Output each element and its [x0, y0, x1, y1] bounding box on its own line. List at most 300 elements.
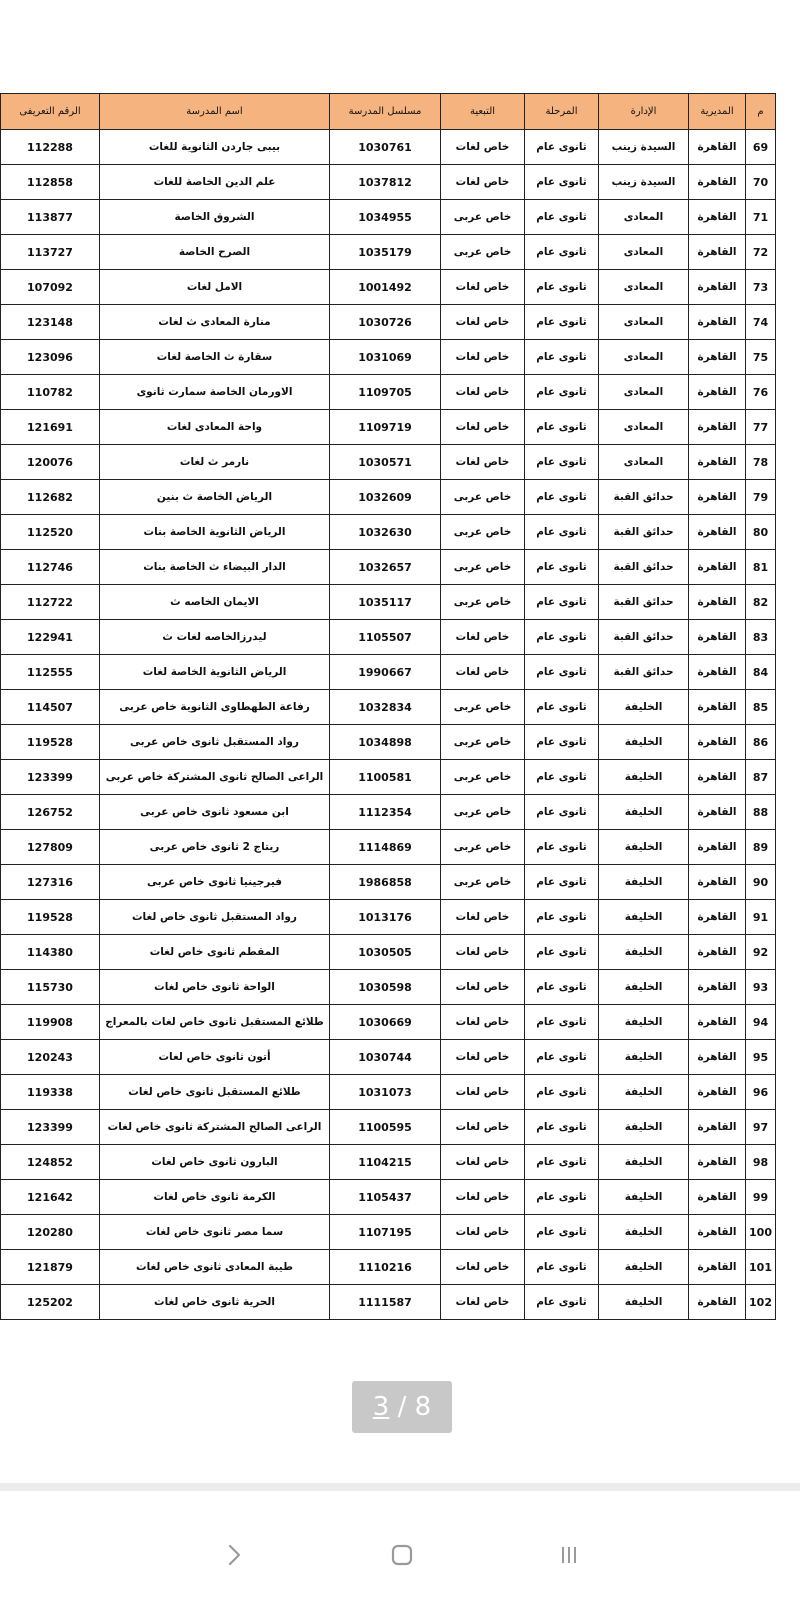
- table-row: [1, 1040, 776, 1075]
- page-indicator[interactable]: [352, 1381, 452, 1433]
- cell-directorate: القاهرة: [689, 1250, 746, 1285]
- cell-affiliation: خاص لغات: [441, 620, 525, 655]
- cell-school-name: واحة المعادى لغات: [100, 410, 330, 445]
- cell-affiliation: خاص لغات: [441, 445, 525, 480]
- cell-stage: ثانوى عام: [525, 655, 599, 690]
- cell-id: 112682: [1, 480, 100, 515]
- cell-administration: المعادى: [599, 200, 689, 235]
- cell-m: 79: [746, 480, 776, 515]
- cell-id: 127316: [1, 865, 100, 900]
- cell-directorate: القاهرة: [689, 935, 746, 970]
- cell-administration: المعادى: [599, 270, 689, 305]
- page-total: 8: [414, 1392, 432, 1422]
- cell-id: 120280: [1, 1215, 100, 1250]
- cell-affiliation: خاص لغات: [441, 130, 525, 165]
- cell-directorate: القاهرة: [689, 1040, 746, 1075]
- cell-directorate: القاهرة: [689, 480, 746, 515]
- cell-affiliation: خاص لغات: [441, 1215, 525, 1250]
- cell-school-name: نارمر ث لغات: [100, 445, 330, 480]
- cell-school-name: الكرمة ثانوى خاص لغات: [100, 1180, 330, 1215]
- cell-administration: حدائق القبة: [599, 585, 689, 620]
- cell-m: 100: [746, 1215, 776, 1250]
- cell-serial: 1034898: [330, 725, 441, 760]
- cell-affiliation: خاص عربى: [441, 515, 525, 550]
- cell-stage: ثانوى عام: [525, 1040, 599, 1075]
- table-body: [1, 130, 776, 1320]
- cell-affiliation: خاص عربى: [441, 550, 525, 585]
- cell-m: 77: [746, 410, 776, 445]
- cell-serial: 1030571: [330, 445, 441, 480]
- cell-m: 70: [746, 165, 776, 200]
- cell-administration: المعادى: [599, 410, 689, 445]
- cell-administration: المعادى: [599, 375, 689, 410]
- cell-school-name: سما مصر ثانوى خاص لغات: [100, 1215, 330, 1250]
- cell-stage: ثانوى عام: [525, 375, 599, 410]
- cell-administration: الخليفة: [599, 1285, 689, 1320]
- cell-stage: ثانوى عام: [525, 1110, 599, 1145]
- cell-directorate: القاهرة: [689, 655, 746, 690]
- cell-directorate: القاهرة: [689, 725, 746, 760]
- table-row: [1, 1075, 776, 1110]
- cell-school-name: أتون ثانوى خاص لغات: [100, 1040, 330, 1075]
- cell-school-name: الرياض الخاصة ث بنين: [100, 480, 330, 515]
- cell-directorate: القاهرة: [689, 515, 746, 550]
- cell-serial: 1105507: [330, 620, 441, 655]
- cell-serial: 1030505: [330, 935, 441, 970]
- cell-id: 119528: [1, 900, 100, 935]
- system-nav-bar: [0, 1535, 800, 1575]
- table-row: [1, 795, 776, 830]
- cell-stage: ثانوى عام: [525, 410, 599, 445]
- cell-id: 113727: [1, 235, 100, 270]
- cell-school-name: الواحة ثانوى خاص لغات: [100, 970, 330, 1005]
- chevron-right-icon: [224, 1542, 244, 1568]
- cell-administration: الخليفة: [599, 1005, 689, 1040]
- cell-serial: 1037812: [330, 165, 441, 200]
- cell-id: 120243: [1, 1040, 100, 1075]
- cell-m: 89: [746, 830, 776, 865]
- cell-m: 97: [746, 1110, 776, 1145]
- cell-school-name: الشروق الخاصة: [100, 200, 330, 235]
- cell-serial: 1100595: [330, 1110, 441, 1145]
- cell-administration: الخليفة: [599, 725, 689, 760]
- cell-directorate: القاهرة: [689, 830, 746, 865]
- cell-school-name: الدار البيضاء ث الخاصة بنات: [100, 550, 330, 585]
- cell-id: 125202: [1, 1285, 100, 1320]
- nav-recent-button[interactable]: [549, 1535, 589, 1575]
- table-row: [1, 1285, 776, 1320]
- table-row: [1, 410, 776, 445]
- cell-stage: ثانوى عام: [525, 515, 599, 550]
- cell-id: 119908: [1, 1005, 100, 1040]
- cell-m: 78: [746, 445, 776, 480]
- cell-serial: 1032834: [330, 690, 441, 725]
- cell-stage: ثانوى عام: [525, 550, 599, 585]
- table-row: [1, 655, 776, 690]
- cell-m: 99: [746, 1180, 776, 1215]
- cell-directorate: القاهرة: [689, 1145, 746, 1180]
- cell-affiliation: خاص لغات: [441, 935, 525, 970]
- cell-affiliation: خاص لغات: [441, 410, 525, 445]
- cell-affiliation: خاص عربى: [441, 235, 525, 270]
- header-id: الرقم التعريفى: [1, 94, 100, 130]
- cell-stage: ثانوى عام: [525, 1005, 599, 1040]
- cell-administration: المعادى: [599, 235, 689, 270]
- cell-stage: ثانوى عام: [525, 130, 599, 165]
- cell-directorate: القاهرة: [689, 235, 746, 270]
- cell-directorate: القاهرة: [689, 1285, 746, 1320]
- cell-stage: ثانوى عام: [525, 270, 599, 305]
- cell-stage: ثانوى عام: [525, 340, 599, 375]
- cell-id: 121691: [1, 410, 100, 445]
- table-row: [1, 270, 776, 305]
- cell-administration: حدائق القبة: [599, 480, 689, 515]
- cell-id: 114507: [1, 690, 100, 725]
- cell-affiliation: خاص لغات: [441, 270, 525, 305]
- header-stage: المرحلة: [525, 94, 599, 130]
- table-row: [1, 515, 776, 550]
- page-separator: /: [389, 1392, 415, 1422]
- cell-id: 112520: [1, 515, 100, 550]
- cell-serial: 1114869: [330, 830, 441, 865]
- cell-stage: ثانوى عام: [525, 445, 599, 480]
- cell-school-name: الرياض الثانوية الخاصة بنات: [100, 515, 330, 550]
- cell-id: 110782: [1, 375, 100, 410]
- cell-stage: ثانوى عام: [525, 1285, 599, 1320]
- cell-administration: الخليفة: [599, 1250, 689, 1285]
- cell-affiliation: خاص عربى: [441, 865, 525, 900]
- cell-school-name: الراعى الصالح ثانوى المشتركة خاص عربى: [100, 760, 330, 795]
- cell-serial: 1031073: [330, 1075, 441, 1110]
- cell-school-name: الاورمان الخاصة سمارت ثانوى: [100, 375, 330, 410]
- cell-administration: المعادى: [599, 445, 689, 480]
- cell-id: 123399: [1, 1110, 100, 1145]
- header-m: م: [746, 94, 776, 130]
- cell-m: 96: [746, 1075, 776, 1110]
- cell-administration: الخليفة: [599, 1040, 689, 1075]
- cell-stage: ثانوى عام: [525, 165, 599, 200]
- cell-m: 98: [746, 1145, 776, 1180]
- cell-stage: ثانوى عام: [525, 585, 599, 620]
- table-row: [1, 1215, 776, 1250]
- table-row: [1, 235, 776, 270]
- cell-serial: 1035179: [330, 235, 441, 270]
- cell-school-name: الايمان الخاصه ث: [100, 585, 330, 620]
- table-row: [1, 340, 776, 375]
- cell-directorate: القاهرة: [689, 970, 746, 1005]
- cell-affiliation: خاص عربى: [441, 795, 525, 830]
- cell-affiliation: خاص عربى: [441, 200, 525, 235]
- cell-directorate: القاهرة: [689, 445, 746, 480]
- cell-id: 115730: [1, 970, 100, 1005]
- cell-m: 87: [746, 760, 776, 795]
- table-row: [1, 550, 776, 585]
- cell-school-name: الصرح الخاصة: [100, 235, 330, 270]
- table-row: [1, 760, 776, 795]
- cell-school-name: البارون ثانوى خاص لغات: [100, 1145, 330, 1180]
- table-row: [1, 1110, 776, 1145]
- three-bars-icon: [556, 1542, 582, 1568]
- cell-school-name: سقارة ث الخاصة لغات: [100, 340, 330, 375]
- cell-stage: ثانوى عام: [525, 1145, 599, 1180]
- cell-affiliation: خاص عربى: [441, 725, 525, 760]
- table-row: [1, 900, 776, 935]
- cell-stage: ثانوى عام: [525, 900, 599, 935]
- cell-administration: السيدة زينب: [599, 165, 689, 200]
- header-administration: الإدارة: [599, 94, 689, 130]
- cell-stage: ثانوى عام: [525, 795, 599, 830]
- cell-administration: الخليفة: [599, 830, 689, 865]
- table-row: [1, 620, 776, 655]
- cell-serial: 1035117: [330, 585, 441, 620]
- cell-m: 72: [746, 235, 776, 270]
- table-row: [1, 1180, 776, 1215]
- cell-id: 121642: [1, 1180, 100, 1215]
- cell-administration: الخليفة: [599, 865, 689, 900]
- cell-serial: 1030726: [330, 305, 441, 340]
- cell-affiliation: خاص عربى: [441, 830, 525, 865]
- cell-serial: 1030761: [330, 130, 441, 165]
- table-row: [1, 130, 776, 165]
- cell-id: 112288: [1, 130, 100, 165]
- cell-administration: الخليفة: [599, 1145, 689, 1180]
- schools-table: [0, 93, 776, 1320]
- cell-id: 123399: [1, 760, 100, 795]
- table-row: [1, 445, 776, 480]
- cell-school-name: فيرجينيا ثانوى خاص عربى: [100, 865, 330, 900]
- header-school-name: اسم المدرسة: [100, 94, 330, 130]
- cell-affiliation: خاص لغات: [441, 305, 525, 340]
- cell-id: 120076: [1, 445, 100, 480]
- cell-directorate: القاهرة: [689, 795, 746, 830]
- nav-back-button[interactable]: [214, 1535, 254, 1575]
- cell-id: 127809: [1, 830, 100, 865]
- cell-administration: الخليفة: [599, 970, 689, 1005]
- table-row: [1, 200, 776, 235]
- cell-directorate: القاهرة: [689, 305, 746, 340]
- schools-table-container[interactable]: [0, 93, 775, 1320]
- cell-school-name: ريتاج 2 ثانوى خاص عربى: [100, 830, 330, 865]
- cell-serial: 1112354: [330, 795, 441, 830]
- cell-affiliation: خاص لغات: [441, 1250, 525, 1285]
- cell-m: 76: [746, 375, 776, 410]
- cell-id: 107092: [1, 270, 100, 305]
- cell-serial: 1109705: [330, 375, 441, 410]
- cell-directorate: القاهرة: [689, 1215, 746, 1250]
- cell-school-name: ابن مسعود ثانوى خاص عربى: [100, 795, 330, 830]
- cell-stage: ثانوى عام: [525, 1215, 599, 1250]
- table-header: [1, 94, 776, 130]
- cell-directorate: القاهرة: [689, 200, 746, 235]
- cell-serial: 1100581: [330, 760, 441, 795]
- cell-m: 91: [746, 900, 776, 935]
- cell-administration: المعادى: [599, 305, 689, 340]
- cell-m: 84: [746, 655, 776, 690]
- cell-school-name: بيبى جاردن الثانوية للغات: [100, 130, 330, 165]
- cell-serial: 1013176: [330, 900, 441, 935]
- cell-school-name: رفاعة الطهطاوى الثانوية خاص عربى: [100, 690, 330, 725]
- header-row: [1, 94, 776, 130]
- cell-school-name: رواد المستقبل ثانوى خاص لغات: [100, 900, 330, 935]
- cell-administration: حدائق القبة: [599, 515, 689, 550]
- cell-id: 119528: [1, 725, 100, 760]
- table-row: [1, 830, 776, 865]
- header-affiliation: التبعية: [441, 94, 525, 130]
- cell-stage: ثانوى عام: [525, 480, 599, 515]
- cell-m: 93: [746, 970, 776, 1005]
- nav-home-button[interactable]: [382, 1535, 422, 1575]
- cell-school-name: الامل لغات: [100, 270, 330, 305]
- cell-directorate: القاهرة: [689, 550, 746, 585]
- table-row: [1, 935, 776, 970]
- cell-stage: ثانوى عام: [525, 760, 599, 795]
- cell-serial: 1030669: [330, 1005, 441, 1040]
- cell-serial: 1105437: [330, 1180, 441, 1215]
- cell-directorate: القاهرة: [689, 1180, 746, 1215]
- cell-affiliation: خاص لغات: [441, 1145, 525, 1180]
- cell-directorate: القاهرة: [689, 900, 746, 935]
- cell-administration: حدائق القبة: [599, 550, 689, 585]
- table-row: [1, 375, 776, 410]
- table-row: [1, 305, 776, 340]
- cell-m: 95: [746, 1040, 776, 1075]
- cell-administration: الخليفة: [599, 795, 689, 830]
- cell-serial: 1110216: [330, 1250, 441, 1285]
- cell-id: 123096: [1, 340, 100, 375]
- cell-affiliation: خاص لغات: [441, 1285, 525, 1320]
- cell-directorate: القاهرة: [689, 165, 746, 200]
- cell-m: 94: [746, 1005, 776, 1040]
- cell-directorate: القاهرة: [689, 620, 746, 655]
- cell-id: 119338: [1, 1075, 100, 1110]
- bottom-divider: [0, 1483, 800, 1491]
- cell-m: 81: [746, 550, 776, 585]
- cell-directorate: القاهرة: [689, 270, 746, 305]
- cell-id: 126752: [1, 795, 100, 830]
- cell-serial: 1031069: [330, 340, 441, 375]
- cell-affiliation: خاص لغات: [441, 970, 525, 1005]
- cell-administration: الخليفة: [599, 1075, 689, 1110]
- cell-m: 101: [746, 1250, 776, 1285]
- cell-serial: 1986858: [330, 865, 441, 900]
- cell-serial: 1030598: [330, 970, 441, 1005]
- cell-serial: 1990667: [330, 655, 441, 690]
- table-row: [1, 165, 776, 200]
- cell-stage: ثانوى عام: [525, 1250, 599, 1285]
- cell-affiliation: خاص عربى: [441, 480, 525, 515]
- cell-directorate: القاهرة: [689, 1110, 746, 1145]
- cell-serial: 1034955: [330, 200, 441, 235]
- cell-directorate: القاهرة: [689, 340, 746, 375]
- cell-affiliation: خاص لغات: [441, 375, 525, 410]
- cell-directorate: القاهرة: [689, 375, 746, 410]
- cell-m: 102: [746, 1285, 776, 1320]
- cell-stage: ثانوى عام: [525, 690, 599, 725]
- table-row: [1, 865, 776, 900]
- cell-stage: ثانوى عام: [525, 865, 599, 900]
- cell-serial: 1030744: [330, 1040, 441, 1075]
- cell-serial: 1104215: [330, 1145, 441, 1180]
- cell-id: 113877: [1, 200, 100, 235]
- cell-id: 123148: [1, 305, 100, 340]
- cell-school-name: الحرية ثانوى خاص لغات: [100, 1285, 330, 1320]
- cell-m: 88: [746, 795, 776, 830]
- cell-stage: ثانوى عام: [525, 935, 599, 970]
- table-row: [1, 690, 776, 725]
- cell-serial: 1111587: [330, 1285, 441, 1320]
- cell-serial: 1109719: [330, 410, 441, 445]
- cell-stage: ثانوى عام: [525, 1180, 599, 1215]
- cell-id: 112858: [1, 165, 100, 200]
- cell-directorate: القاهرة: [689, 760, 746, 795]
- cell-directorate: القاهرة: [689, 130, 746, 165]
- cell-serial: 1001492: [330, 270, 441, 305]
- cell-serial: 1032630: [330, 515, 441, 550]
- cell-school-name: طلائع المستقبل ثانوى خاص لغات بالمعراج: [100, 1005, 330, 1040]
- cell-school-name: منارة المعادى ث لغات: [100, 305, 330, 340]
- cell-directorate: القاهرة: [689, 1075, 746, 1110]
- cell-directorate: القاهرة: [689, 865, 746, 900]
- cell-id: 112722: [1, 585, 100, 620]
- cell-directorate: القاهرة: [689, 1005, 746, 1040]
- cell-m: 92: [746, 935, 776, 970]
- header-directorate: المديرية: [689, 94, 746, 130]
- cell-serial: 1032657: [330, 550, 441, 585]
- table-row: [1, 585, 776, 620]
- cell-id: 122941: [1, 620, 100, 655]
- cell-m: 82: [746, 585, 776, 620]
- cell-m: 83: [746, 620, 776, 655]
- cell-affiliation: خاص لغات: [441, 1075, 525, 1110]
- cell-directorate: القاهرة: [689, 410, 746, 445]
- cell-administration: الخليفة: [599, 690, 689, 725]
- cell-affiliation: خاص لغات: [441, 655, 525, 690]
- cell-administration: الخليفة: [599, 1110, 689, 1145]
- cell-stage: ثانوى عام: [525, 830, 599, 865]
- cell-m: 85: [746, 690, 776, 725]
- cell-m: 73: [746, 270, 776, 305]
- cell-administration: الخليفة: [599, 760, 689, 795]
- cell-m: 75: [746, 340, 776, 375]
- table-row: [1, 1250, 776, 1285]
- cell-school-name: الراعى الصالح المشتركة ثانوى خاص لغات: [100, 1110, 330, 1145]
- cell-id: 112746: [1, 550, 100, 585]
- cell-serial: 1032609: [330, 480, 441, 515]
- table-row: [1, 970, 776, 1005]
- cell-school-name: المقطم ثانوى خاص لغات: [100, 935, 330, 970]
- cell-affiliation: خاص عربى: [441, 585, 525, 620]
- cell-m: 90: [746, 865, 776, 900]
- cell-m: 80: [746, 515, 776, 550]
- table-row: [1, 1005, 776, 1040]
- rounded-square-icon: [389, 1542, 415, 1568]
- cell-affiliation: خاص لغات: [441, 1180, 525, 1215]
- cell-stage: ثانوى عام: [525, 305, 599, 340]
- cell-administration: الخليفة: [599, 1215, 689, 1250]
- cell-affiliation: خاص لغات: [441, 1040, 525, 1075]
- cell-directorate: القاهرة: [689, 585, 746, 620]
- cell-affiliation: خاص لغات: [441, 165, 525, 200]
- cell-administration: المعادى: [599, 340, 689, 375]
- cell-school-name: طلائع المستقبل ثانوى خاص لغات: [100, 1075, 330, 1110]
- cell-administration: الخليفة: [599, 1180, 689, 1215]
- cell-m: 69: [746, 130, 776, 165]
- cell-administration: الخليفة: [599, 900, 689, 935]
- cell-school-name: الرياض الثانوية الخاصة لغات: [100, 655, 330, 690]
- cell-stage: ثانوى عام: [525, 1075, 599, 1110]
- cell-stage: ثانوى عام: [525, 970, 599, 1005]
- cell-id: 124852: [1, 1145, 100, 1180]
